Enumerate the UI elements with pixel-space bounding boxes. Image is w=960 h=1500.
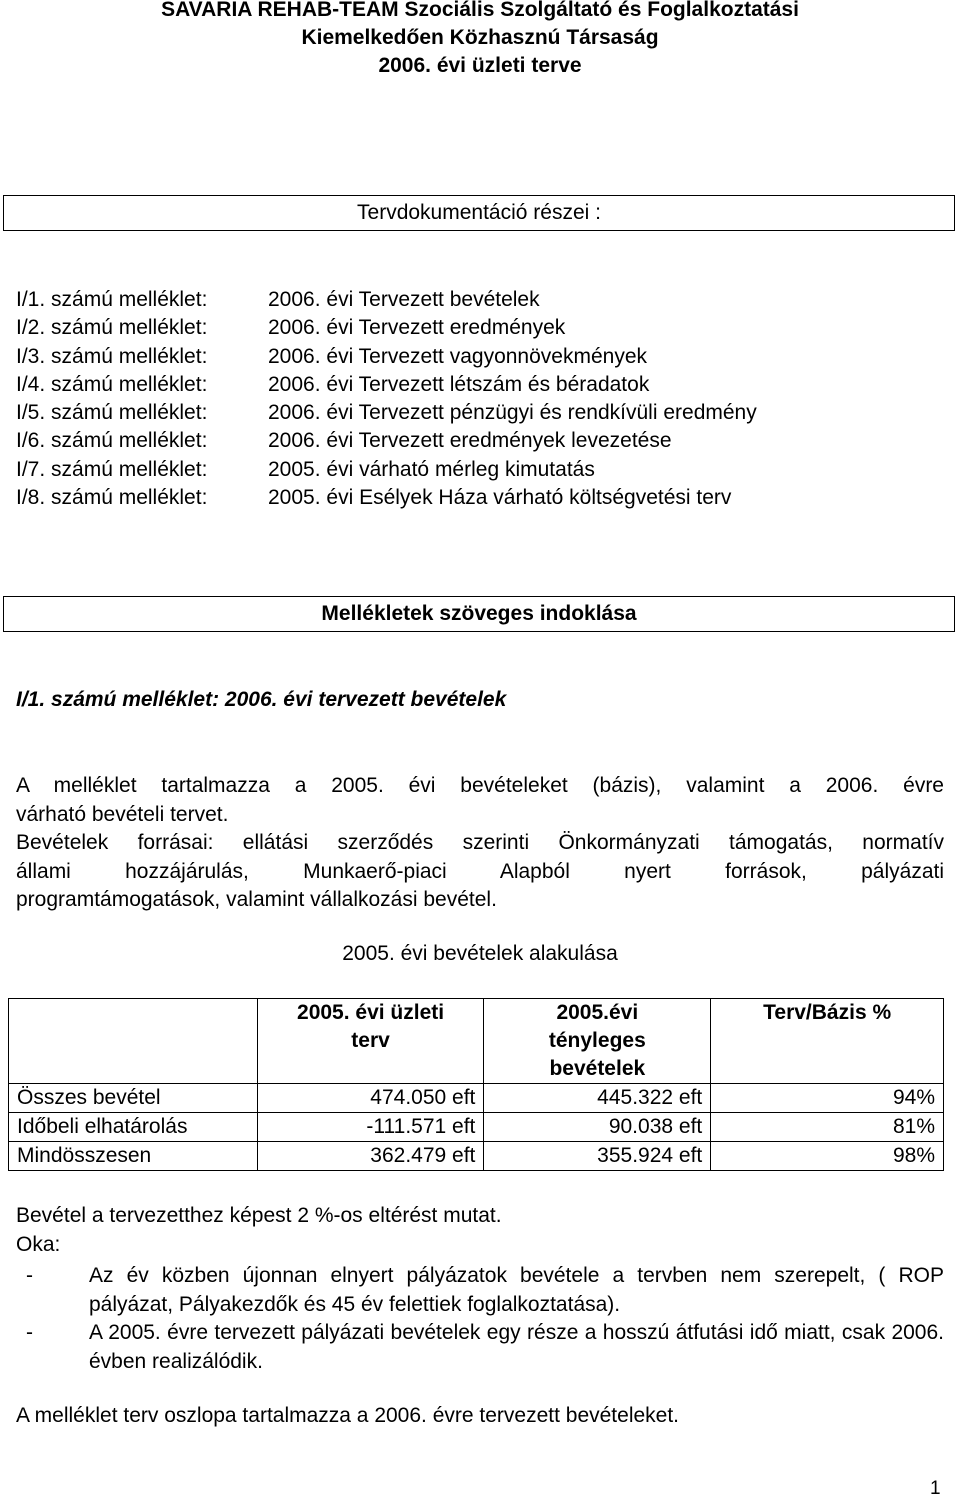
toc-label: I/5. számú melléklet: — [16, 401, 208, 425]
table-row — [9, 1142, 944, 1171]
reason-label: Oka: — [16, 1233, 61, 1256]
actual-cell: 90.038 eft — [484, 1113, 711, 1142]
toc-title: 2005. évi Esélyek Háza várható költségvetési terv — [268, 486, 732, 510]
toc-label: I/8. számú melléklet: — [16, 486, 208, 510]
toc-title: 2006. évi Tervezett bevételek — [268, 288, 540, 311]
toc-title: 2006. évi Tervezett vagyonnövekmények — [268, 344, 648, 368]
paragraph-line: állami hozzájárulás, Munkaerő-piaci Alapból nyert források, pályázati — [16, 859, 944, 883]
header-line-3: 2006. évi üzleti terve — [378, 54, 582, 77]
plan-cell: 474.050 eft — [257, 1084, 484, 1113]
table-header-row — [9, 999, 944, 1084]
section-heading: I/1. számú melléklet: 2006. évi tervezett bevételek — [16, 688, 507, 711]
table-header-cell: 2005. évi üzleti terv — [257, 999, 484, 1084]
document-header — [0, 0, 960, 80]
actual-cell: 355.924 eft — [484, 1142, 711, 1171]
row-label: Összes bevétel — [9, 1084, 258, 1113]
pct-cell: 94% — [711, 1084, 944, 1113]
toc-title: 2006. évi Tervezett eredmények levezetése — [268, 429, 672, 453]
pct-cell: 81% — [711, 1113, 944, 1142]
toc-title: 2006. évi Tervezett eredmények — [268, 316, 566, 340]
row-label: Mindösszesen — [9, 1142, 258, 1171]
plan-cell: -111.571 eft — [257, 1113, 484, 1142]
toc-title: 2006. évi Tervezett pénzügyi és rendkívüli eredmény — [268, 401, 757, 425]
sources-paragraph — [16, 829, 944, 915]
plan-cell: 362.479 eft — [257, 1142, 484, 1171]
pct-cell: 98% — [711, 1142, 944, 1171]
bullet-text: Az év közben újonnan elnyert pályázatok bevétele a tervben nem szerepelt, ( ROP pályázat, Pályakezdők és 45 év felettiek foglalkoztatása). — [89, 1264, 944, 1316]
bullet-text: A 2005. évre tervezett pályázati bevételek egy része a hosszú átfutási idő miatt, csak 2006. évben realizálódik. — [89, 1321, 944, 1373]
toc-title: 2005. évi várható mérleg kimutatás — [268, 457, 595, 481]
table-caption: 2005. évi bevételek alakulása — [342, 942, 618, 965]
toc-title: 2006. évi Tervezett létszám és béradatok — [268, 372, 650, 396]
revenue-table — [8, 998, 944, 1171]
bullet-dash: - — [26, 1321, 33, 1344]
toc-label: I/6. számú melléklet: — [16, 429, 208, 453]
paragraph-line: programtámogatások, valamint vállalkozási bevétel. — [16, 888, 497, 911]
paragraph-line: A melléklet tartalmazza a 2005. évi bevételeket (bázis), valamint a 2006. évre — [16, 774, 944, 797]
row-label: Időbeli elhatárolás — [9, 1113, 258, 1142]
bullet-dash: - — [26, 1264, 33, 1287]
annex-box-title: Mellékletek szöveges indoklása — [3, 596, 955, 632]
header-line-1: SAVARIA REHAB-TEAM Szociális Szolgáltató és Foglalkoztatási — [161, 0, 799, 21]
intro-paragraph — [16, 772, 944, 829]
table-row — [9, 1084, 944, 1113]
header-line-2: Kiemelkedően Közhasznú Társaság — [301, 26, 659, 49]
closing-text: A melléklet terv oszlopa tartalmazza a 2006. évre tervezett bevételeket. — [16, 1404, 680, 1427]
toc-label: I/3. számú melléklet: — [16, 344, 208, 368]
page-number: 1 — [930, 1478, 941, 1499]
deviation-text: Bevétel a tervezetthez képest 2 %-os eltérést mutat. — [16, 1204, 502, 1227]
actual-cell: 445.322 eft — [484, 1084, 711, 1113]
table-row — [9, 1113, 944, 1142]
toc-label: I/4. számú melléklet: — [16, 372, 208, 396]
toc-label: I/2. számú melléklet: — [16, 316, 208, 340]
paragraph-line: Bevételek forrásai: ellátási szerződés szerinti Önkormányzati támogatás, normatív — [16, 831, 944, 854]
toc-box-title: Tervdokumentáció részei : — [3, 195, 955, 231]
paragraph-line: várható bevételi tervet. — [16, 802, 229, 826]
table-header-cell: 2005.évi tényleges bevételek — [484, 999, 711, 1084]
table-header-cell — [9, 999, 258, 1084]
toc-label: I/7. számú melléklet: — [16, 457, 208, 481]
toc-label: I/1. számú melléklet: — [16, 288, 208, 311]
table-header-cell: Terv/Bázis % — [711, 999, 944, 1084]
